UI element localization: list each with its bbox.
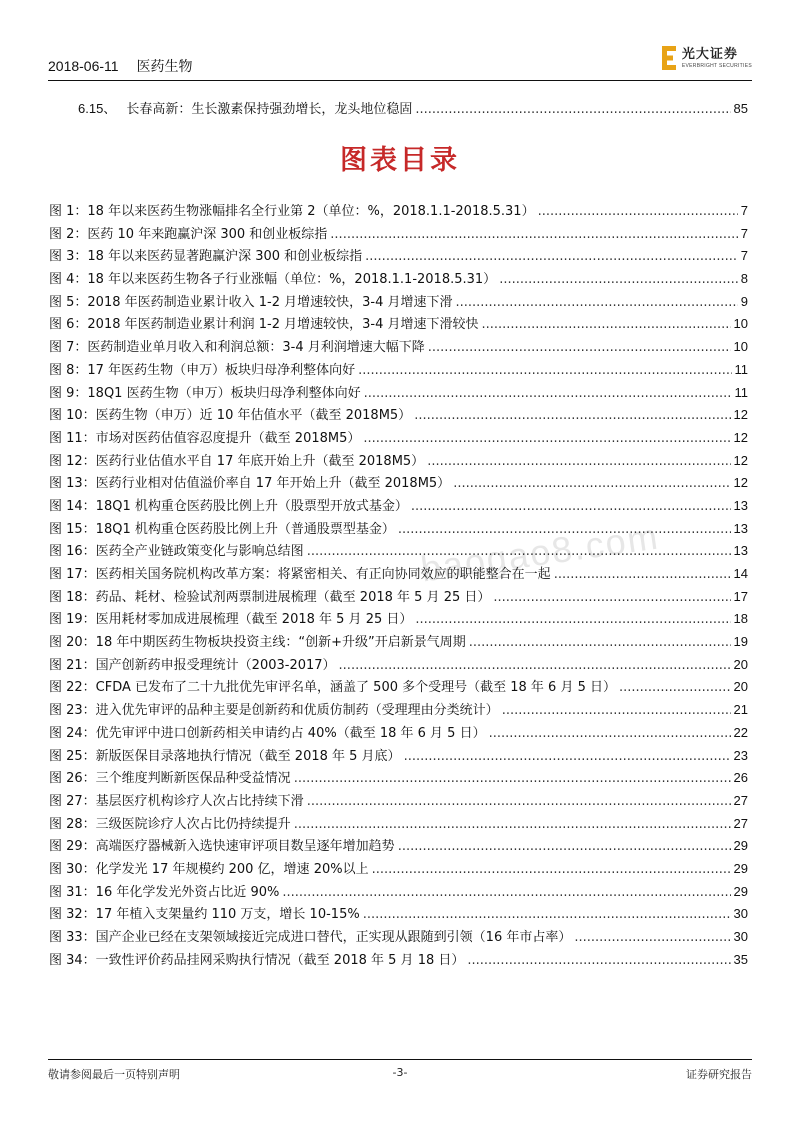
- figure-page-number: 20: [733, 679, 748, 695]
- figure-page-number: 13: [733, 520, 748, 536]
- leader-dots: [467, 953, 730, 968]
- leader-dots: [363, 431, 730, 446]
- leader-dots: [363, 907, 731, 922]
- figure-entry[interactable]: [49, 790, 748, 813]
- figure-label: 图 26：三个维度判断新医保品种受益情况: [49, 771, 291, 787]
- everbright-logo-icon: [662, 46, 676, 70]
- leader-dots: [502, 703, 731, 718]
- figure-page-number: 10: [733, 339, 748, 355]
- leader-dots: [282, 885, 730, 900]
- figure-label: 图 32：17 年植入支架量约 110 万支，增长 10-15%: [49, 907, 360, 923]
- leader-dots: [339, 658, 731, 673]
- header-info: [48, 56, 192, 76]
- figure-entry[interactable]: [49, 223, 748, 246]
- figure-label: 图 23：进入优先审评的品种主要是创新药和优质仿制药（受理理由分类统计）: [49, 703, 499, 719]
- leader-dots: [294, 817, 731, 832]
- leader-dots: [453, 476, 730, 491]
- figure-entry[interactable]: [49, 450, 748, 473]
- figure-page-number: 29: [733, 838, 748, 854]
- footer-divider: [48, 1059, 752, 1060]
- figure-entry[interactable]: [49, 336, 748, 359]
- leader-dots: [499, 272, 738, 287]
- figure-label: 图 7：医药制造业单月收入和利润总额：3-4 月利润增速大幅下降: [49, 340, 425, 356]
- figure-entry[interactable]: [49, 903, 748, 926]
- figure-entry[interactable]: [49, 245, 748, 268]
- leader-dots: [538, 204, 738, 219]
- leader-dots: [414, 408, 730, 423]
- figure-page-number: 11: [734, 384, 748, 400]
- figure-entry[interactable]: [49, 563, 748, 586]
- figure-label: 图 16：医药全产业链政策变化与影响总结图: [49, 544, 304, 560]
- figure-entry[interactable]: [49, 676, 748, 699]
- figure-label: 图 3：18 年以来医药显著跑赢沪深 300 和创业板综指: [49, 249, 363, 265]
- figure-label: 图 8：17 年医药生物（申万）板块归母净利整体向好: [49, 362, 356, 378]
- figure-label: 图 29：高端医疗器械新入选快速审评项目数呈逐年增加趋势: [49, 839, 395, 855]
- section-title: 长春高新：生长激素保持强劲增长，龙头地位稳固: [126, 102, 413, 117]
- leader-dots: [619, 680, 731, 695]
- figure-page-number: 22: [733, 724, 748, 740]
- leader-dots: [330, 227, 737, 242]
- figure-label: 图 28：三级医院诊疗人次占比仍持续提升: [49, 816, 291, 832]
- figure-page-number: 17: [733, 588, 748, 604]
- leader-dots: [307, 794, 731, 809]
- figure-entry[interactable]: [49, 813, 748, 836]
- figure-label: 图 27：基层医疗机构诊疗人次占比持续下滑: [49, 793, 304, 809]
- figure-entry[interactable]: [49, 540, 748, 563]
- figure-label: 图 30：化学发光 17 年规模约 200 亿，增速 20%以上: [49, 861, 369, 877]
- figure-entry[interactable]: [49, 268, 748, 291]
- figure-label: 图 11：市场对医药估值容忍度提升（截至 2018M5）: [49, 430, 361, 446]
- figure-page-number: 23: [733, 747, 748, 763]
- figure-entry[interactable]: [49, 722, 748, 745]
- figure-page-number: 14: [733, 566, 748, 581]
- figure-entry[interactable]: [49, 949, 748, 972]
- figure-page-number: 26: [733, 770, 748, 786]
- figure-entry[interactable]: [49, 291, 748, 314]
- figure-page-number: 21: [733, 702, 748, 718]
- figure-page-number: 19: [733, 634, 748, 650]
- figure-entry[interactable]: [49, 699, 748, 722]
- figure-entry[interactable]: [49, 745, 748, 768]
- figure-label: 图 24：优先审评中进口创新药相关申请约占 40%（截至 18 年 6 月 5 日）: [49, 725, 486, 741]
- section-page-number: 85: [733, 101, 748, 116]
- figure-entry[interactable]: [49, 495, 748, 518]
- figure-label: 图 2：医药 10 年来跑赢沪深 300 和创业板综指: [49, 226, 328, 242]
- report-date: 2018-06-11: [48, 58, 119, 74]
- figure-page-number: 29: [733, 883, 748, 899]
- leader-dots: [358, 363, 731, 378]
- figure-page-number: 35: [733, 951, 748, 967]
- figure-page-number: 27: [733, 792, 748, 808]
- figure-entry[interactable]: [49, 404, 748, 427]
- figure-label: 图 34：一致性评价药品挂网采购执行情况（截至 2018 年 5 月 18 日）: [49, 952, 465, 968]
- figure-label: 图 21：国产创新药申报受理统计（2003-2017）: [49, 657, 336, 673]
- figure-entry[interactable]: [49, 631, 748, 654]
- leader-dots: [415, 612, 730, 627]
- figure-label: 图 18：药品、耗材、检验试剂两票制进展梳理（截至 2018 年 5 月 25 日）: [49, 589, 491, 605]
- figure-page-number: 10: [733, 316, 748, 332]
- header-divider: [48, 80, 752, 81]
- leader-dots: [427, 454, 730, 469]
- page-header: [48, 46, 752, 80]
- figure-label: 图 10：医药生物（申万）近 10 年估值水平（截至 2018M5）: [49, 408, 412, 424]
- figure-page-number: 8: [740, 271, 748, 287]
- figure-page-number: 7: [740, 225, 748, 241]
- figure-page-number: 30: [733, 929, 748, 944]
- leader-dots: [428, 340, 731, 355]
- logo-chinese-name: 光大证券: [681, 46, 738, 62]
- leader-dots: [411, 499, 731, 514]
- leader-dots: [307, 544, 731, 559]
- figure-label: 图 33：国产企业已经在支架领域接近完成进口替代，正实现从跟随到引领（16 年市占率）: [49, 930, 572, 945]
- figure-label: 图 14：18Q1 机构重仓医药股比例上升（股票型开放式基金）: [49, 498, 408, 514]
- leader-dots: [364, 386, 732, 401]
- figure-label: 图 25：新版医保目录落地执行情况（截至 2018 年 5 月底）: [49, 748, 401, 764]
- figure-label: 图 31：16 年化学发光外资占比近 90%: [49, 884, 280, 900]
- figure-label: 图 13：医药行业相对估值溢价率自 17 年开始上升（截至 2018M5）: [49, 476, 451, 492]
- figure-label: 图 17：医药相关国务院机构改革方案：将紧密相关、有正向协同效应的职能整合在一起: [49, 567, 551, 582]
- leader-dots: [398, 839, 731, 854]
- figure-page-number: 11: [734, 361, 748, 377]
- footer-disclaimer: 敬请参阅最后一页特别声明: [48, 1068, 180, 1081]
- figure-list: [49, 200, 748, 971]
- figure-page-number: 12: [733, 407, 748, 423]
- figure-label: 图 5：2018 年医药制造业累计收入 1-2 月增速较快，3-4 月增速下滑: [49, 294, 453, 310]
- figure-entry[interactable]: [49, 654, 748, 677]
- figure-label: 图 19：医用耗材零加成进展梳理（截至 2018 年 5 月 25 日）: [49, 612, 413, 628]
- figure-page-number: 12: [733, 452, 748, 468]
- leader-dots: [493, 590, 730, 605]
- figure-label: 图 9：18Q1 医药生物（申万）板块归母净利整体向好: [49, 385, 361, 401]
- figure-entry[interactable]: [49, 359, 748, 382]
- figure-page-number: 27: [733, 815, 748, 831]
- figure-entry[interactable]: [49, 881, 748, 904]
- figure-entry[interactable]: [49, 586, 748, 609]
- figure-entry[interactable]: [49, 313, 748, 336]
- leader-dots: [469, 635, 731, 650]
- figure-label: 图 4：18 年以来医药生物各子行业涨幅（单位：%，2018.1.1-2018.5.31）: [49, 272, 497, 288]
- figure-page-number: 13: [733, 543, 748, 559]
- watermark: baogao8.com: [418, 515, 662, 590]
- figure-page-number: 30: [733, 906, 748, 922]
- footer-report-type: 证券研究报告: [686, 1068, 752, 1081]
- figure-entry[interactable]: [49, 858, 748, 881]
- leader-dots: [481, 317, 730, 332]
- figure-page-number: 7: [740, 203, 748, 218]
- figure-label: 图 20：18 年中期医药生物板块投资主线：“创新+升级”开启新景气周期: [49, 635, 466, 651]
- figure-label: 图 22：CFDA 已发布了二十九批优先审评名单，涵盖了 500 多个受理号（截至 18 年 6 月 5 日）: [49, 680, 616, 696]
- leader-dots: [489, 726, 731, 741]
- figure-page-number: 12: [733, 475, 748, 491]
- leader-dots: [574, 930, 730, 945]
- leader-dots: [365, 249, 738, 264]
- figure-page-number: 12: [733, 429, 748, 445]
- figure-entry[interactable]: [49, 472, 748, 495]
- leader-dots: [372, 862, 731, 877]
- figure-entry[interactable]: [49, 608, 748, 631]
- page-number: -3-: [392, 1066, 408, 1079]
- figure-label: 图 6：2018 年医药制造业累计利润 1-2 月增速较快，3-4 月增速下滑较快: [49, 317, 479, 333]
- figure-page-number: 13: [733, 497, 748, 513]
- figure-entry[interactable]: [49, 382, 748, 405]
- company-logo: [662, 46, 752, 70]
- figure-page-number: 20: [733, 656, 748, 672]
- leader-dots: [415, 102, 730, 118]
- figure-list-title: 图表目录: [340, 145, 460, 176]
- figure-label: 图 12：医药行业估值水平自 17 年底开始上升（截至 2018M5）: [49, 453, 425, 469]
- figure-page-number: 7: [740, 248, 748, 264]
- figure-entry[interactable]: [49, 427, 748, 450]
- figure-entry[interactable]: [49, 518, 748, 541]
- figure-entry[interactable]: [49, 926, 748, 949]
- toc-section-entry[interactable]: [78, 101, 748, 118]
- figure-page-number: 29: [733, 860, 748, 876]
- figure-label: 图 1：18 年以来医药生物涨幅排名全行业第 2（单位：%，2018.1.1-2018.5.31）: [49, 204, 535, 219]
- logo-english-name: EVERBRIGHT SECURITIES: [681, 62, 752, 69]
- leader-dots: [404, 749, 731, 764]
- report-category: 医药生物: [136, 58, 193, 74]
- figure-page-number: 9: [740, 293, 748, 309]
- figure-entry[interactable]: [49, 835, 748, 858]
- leader-dots: [294, 771, 731, 786]
- leader-dots: [554, 567, 731, 582]
- leader-dots: [398, 522, 731, 537]
- section-number: 6.15、: [78, 101, 117, 116]
- figure-entry[interactable]: [49, 767, 748, 790]
- figure-label: 图 15：18Q1 机构重仓医药股比例上升（普通股票型基金）: [49, 521, 395, 537]
- leader-dots: [455, 295, 737, 310]
- figure-page-number: 18: [733, 611, 748, 627]
- figure-entry[interactable]: [49, 200, 748, 223]
